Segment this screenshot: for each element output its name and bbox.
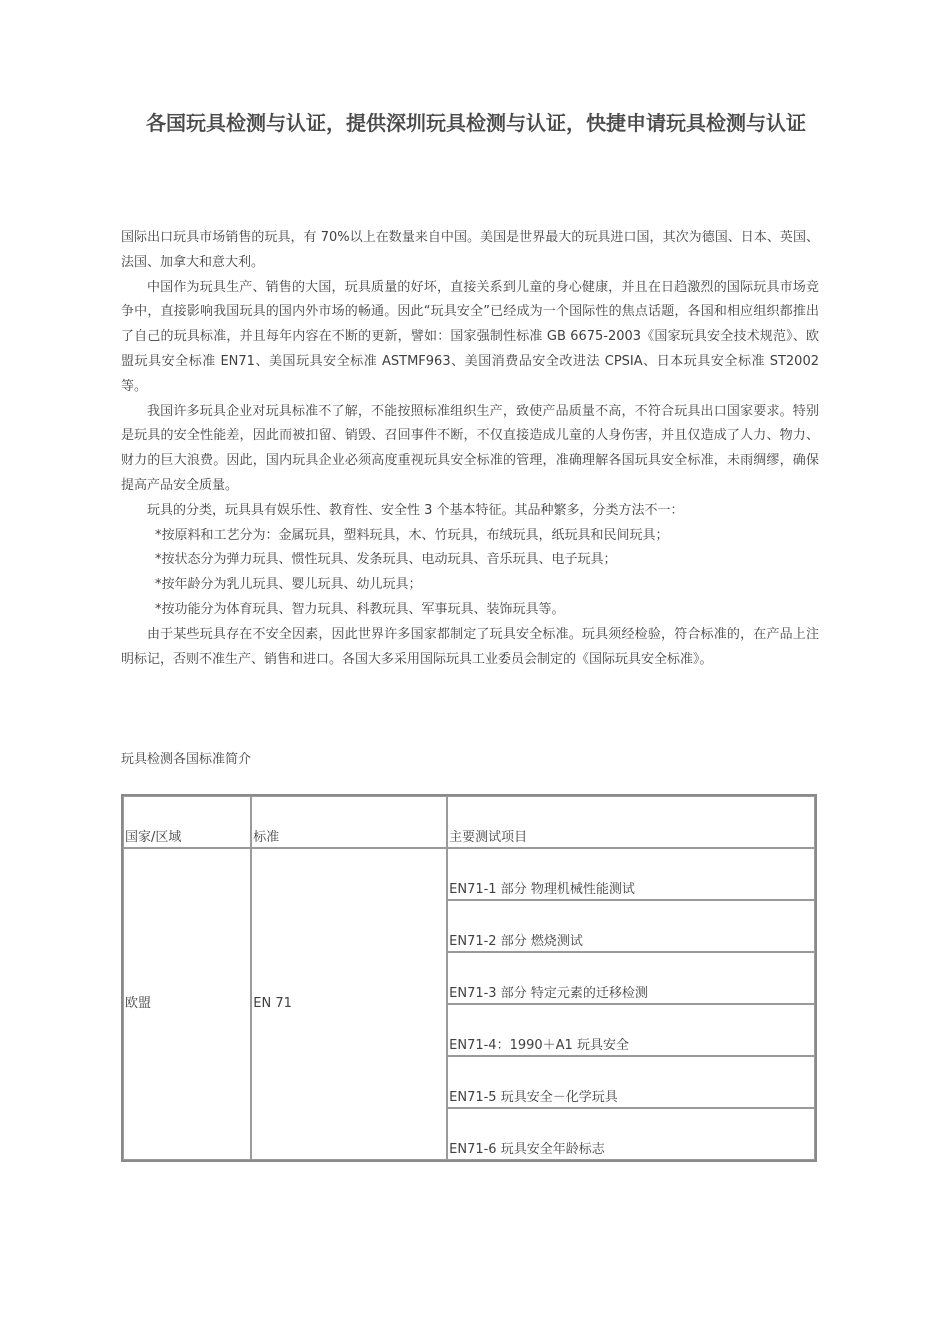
paragraph-intro: 国际出口玩具市场销售的玩具，有 70%以上在数量来自中国。美国是世界最大的玩具进口国，其次为德国、日本、英国、法国、加拿大和意大利。: [121, 230, 819, 270]
bullet-by-function: *按功能分为体育玩具、智力玩具、科教玩具、军事玩具、装饰玩具等。: [155, 601, 565, 617]
table-row: [123, 848, 815, 900]
cell-region: 欧盟: [123, 848, 251, 1160]
document-body: [121, 226, 819, 672]
standards-table: [121, 794, 817, 1162]
cell-test-item: EN71-3 部分 特定元素的迁移检测: [447, 952, 815, 1004]
table-header-row: [123, 796, 815, 848]
bullet-by-material: *按原料和工艺分为：金属玩具，塑料玩具，木、竹玩具，布绒玩具，纸玩具和民间玩具；: [155, 527, 669, 543]
paragraph-classification: 玩具的分类，玩具具有娱乐性、教育性、安全性 3 个基本特征。其品种繁多，分类方法不一：: [147, 502, 684, 518]
bullet-by-state: *按状态分为弹力玩具、惯性玩具、发条玩具、电动玩具、音乐玩具、电子玩具；: [155, 552, 617, 568]
cell-test-item: EN71-5 玩具安全－化学玩具: [447, 1056, 815, 1108]
paragraph-enterprise-issues: 我国许多玩具企业对玩具标准不了解，不能按照标准组织生产，致使产品质量不高，不符合玩具出口国家要求。特别是玩具的安全性能差，因此而被扣留、销毁、召回事件不断，不仅直接造成儿童的人身伤害，并且仅造成了人力、物力、财力的巨大浪费。因此，国内玩具企业必须高度重视玩具安全标准的管理，准确理解各国玩具安全标准，未雨绸缪，确保提高产品安全质量。: [121, 403, 819, 493]
header-test-items: 主要测试项目: [447, 796, 815, 848]
cell-test-item: EN71-2 部分 燃烧测试: [447, 900, 815, 952]
document-title: 各国玩具检测与认证，提供深圳玩具检测与认证，快捷申请玩具检测与认证: [146, 111, 806, 135]
paragraph-china-role: 中国作为玩具生产、销售的大国，玩具质量的好坏，直接关系到儿童的身心健康，并且在日趋激烈的国际玩具市场竞争中，直接影响我国玩具的国内外市场的畅通。因此“玩具安全”已经成为一个国际性的焦点话题，各国和相应组织都推出了自己的玩具标准，并且每年内容在不断的更新，譬如：国家强制性标准 GB 6675-2003《国家玩具安全技术规范》、欧盟玩具安全标准 EN71、美国玩具安全标准 ASTMF963、美国消费品安全改进法 CPSIA、日本玩具安全标准 ST2002 等。: [121, 279, 819, 394]
cell-test-item: EN71-6 玩具安全年龄标志: [447, 1108, 815, 1160]
cell-test-item: EN71-1 部分 物理机械性能测试: [447, 848, 815, 900]
header-region: 国家/区域: [123, 796, 251, 848]
bullet-by-age: *按年龄分为乳儿玩具、婴儿玩具、幼儿玩具；: [155, 577, 422, 593]
cell-standard: EN 71: [251, 848, 447, 1160]
header-standard: 标准: [251, 796, 447, 848]
cell-test-item: EN71-4：1990＋A1 玩具安全: [447, 1004, 815, 1056]
paragraph-safety-standards: 由于某些玩具存在不安全因素，因此世界许多国家都制定了玩具安全标准。玩具须经检验，符合标准的，在产品上注明标记，否则不准生产、销售和进口。各国大多采用国际玩具工业委员会制定的《国际玩具安全标准》。: [121, 626, 819, 667]
section-label: 玩具检测各国标准简介: [121, 752, 252, 767]
